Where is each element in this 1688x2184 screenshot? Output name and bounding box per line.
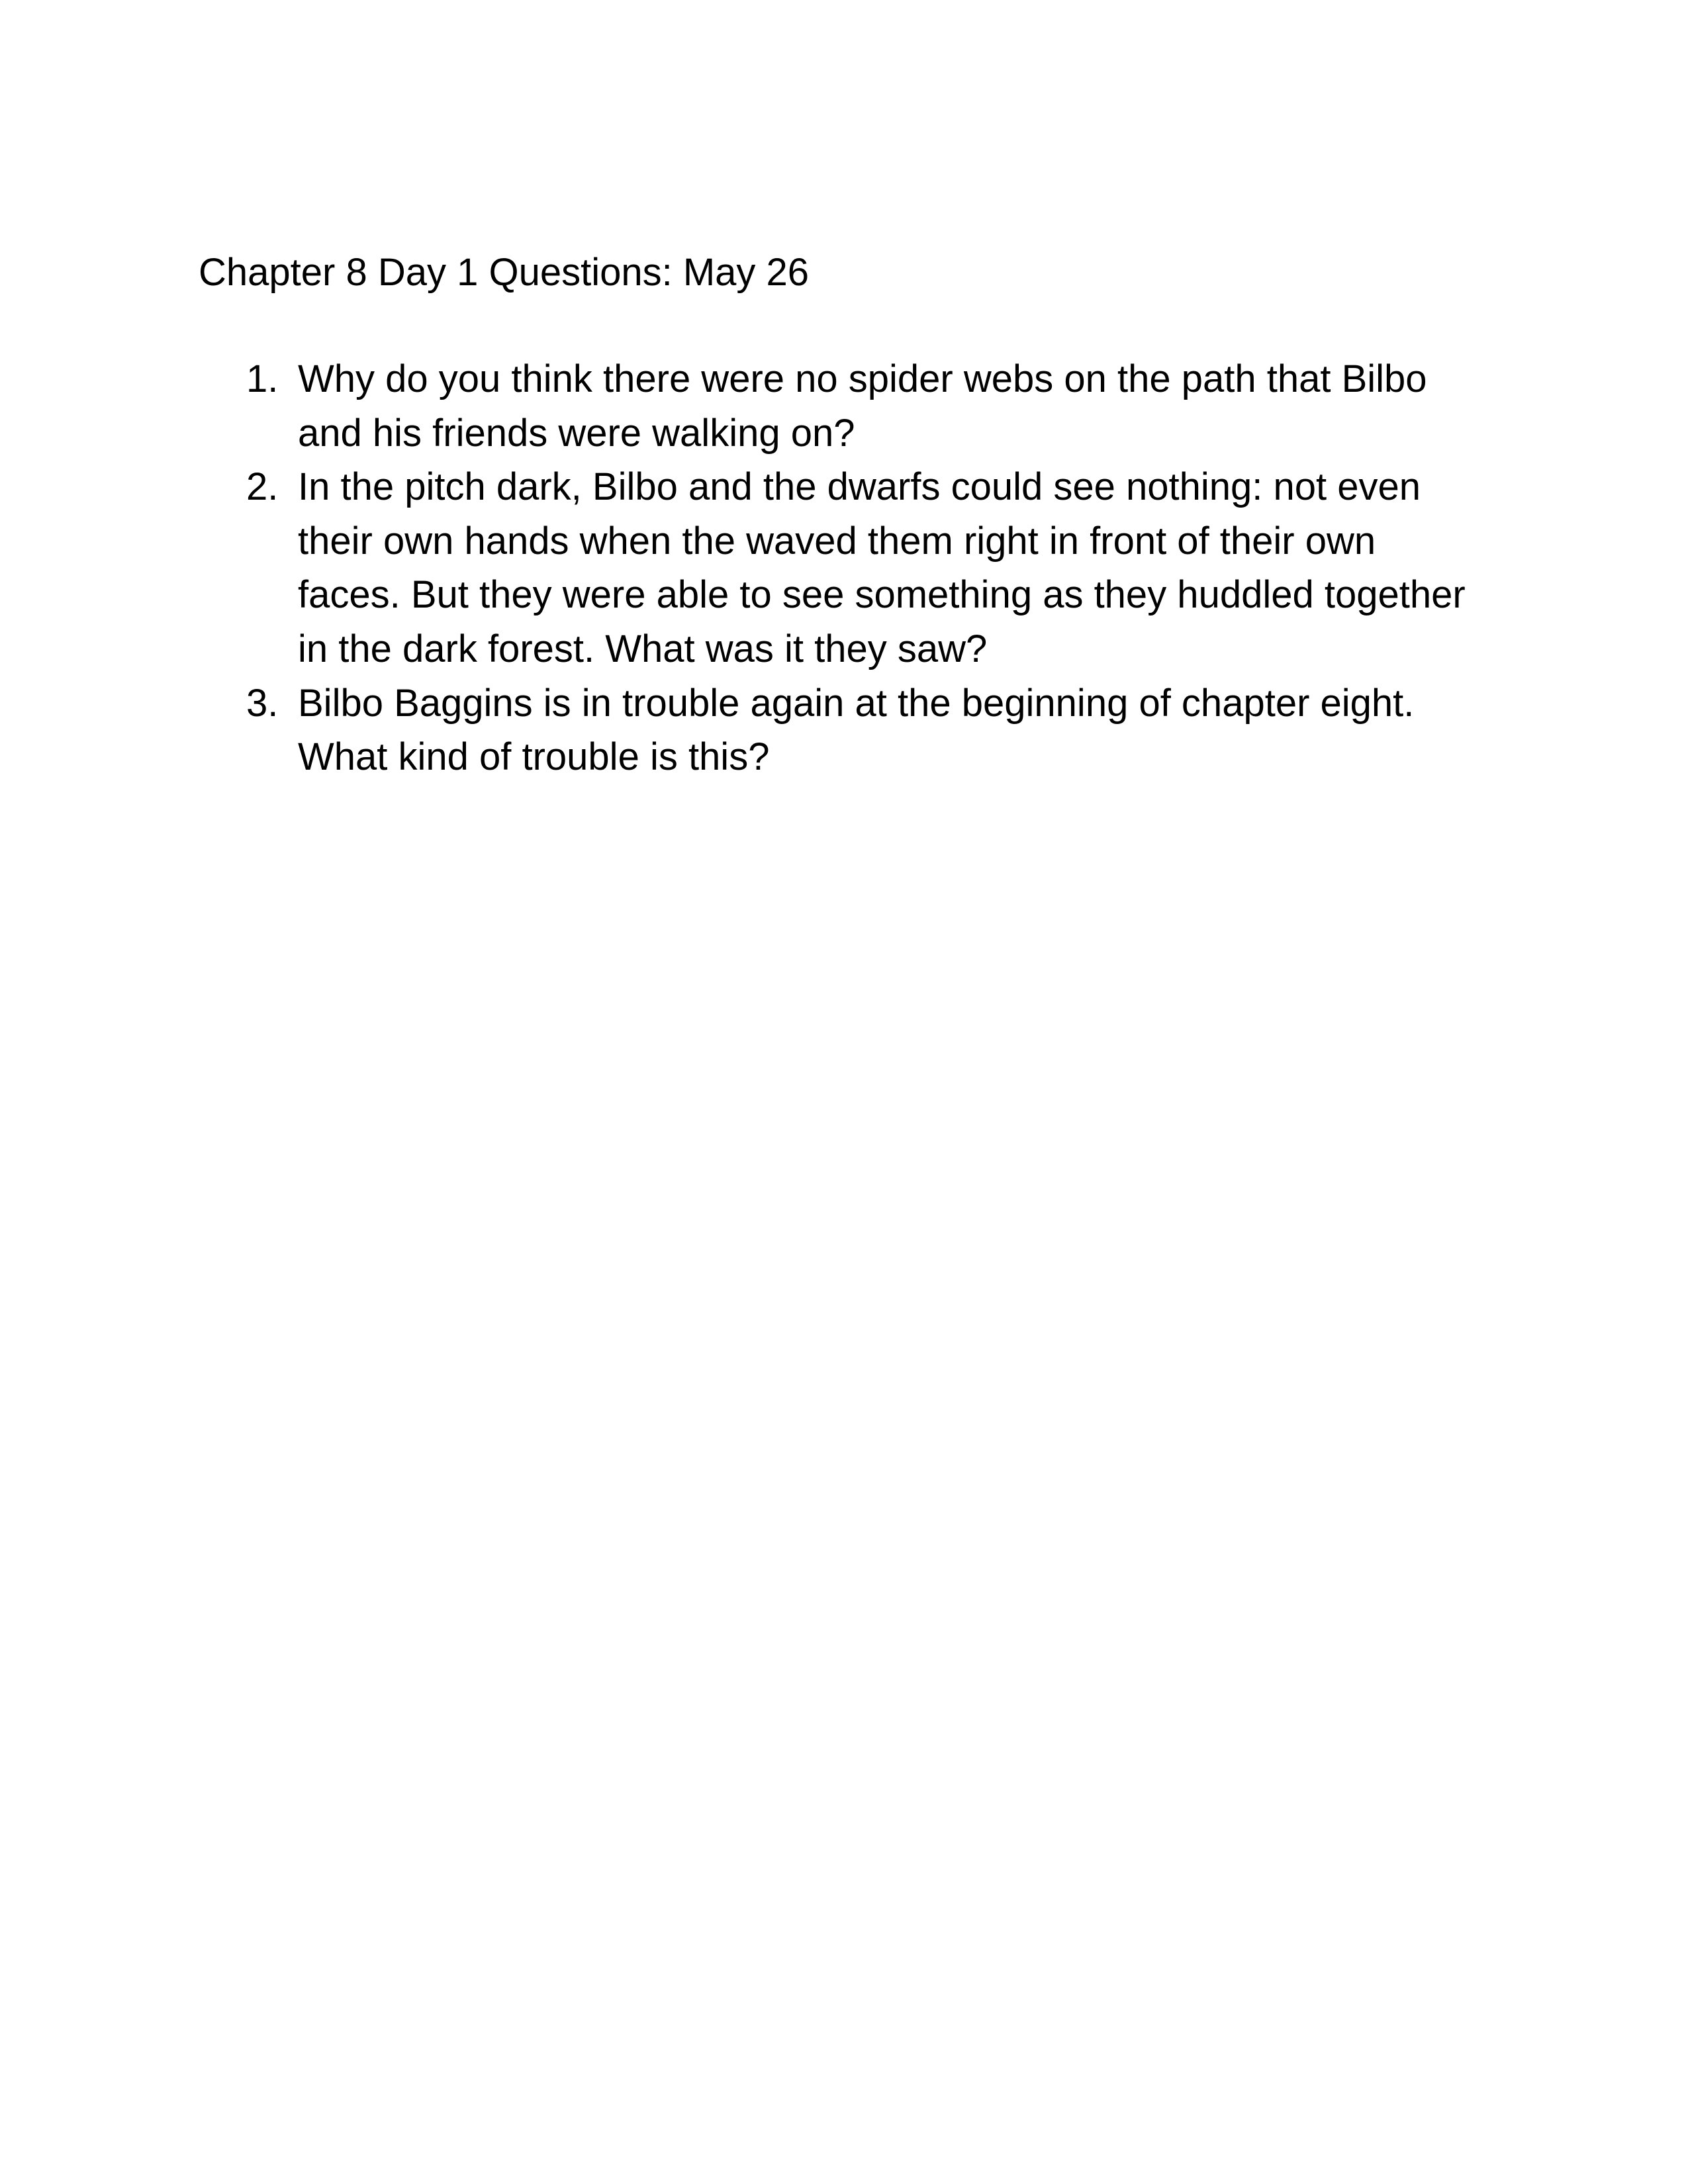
- question-item-1: [199, 352, 1489, 460]
- question-text-line: in the dark forest. What was it they saw?: [298, 627, 988, 670]
- question-text-line: In the pitch dark, Bilbo and the dwarfs could see nothing: not even: [298, 465, 1421, 509]
- question-number: 1.: [246, 357, 279, 400]
- question-text-line: and his friends were walking on?: [298, 411, 855, 455]
- question-number: 3.: [246, 681, 279, 725]
- question-text-line: What kind of trouble is this?: [298, 735, 770, 779]
- question-list: [199, 352, 1489, 784]
- question-text-line: Why do you think there were no spider webs on the path that Bilbo: [298, 357, 1427, 400]
- question-text-line: faces. But they were able to see something as they huddled together: [298, 573, 1466, 617]
- question-text-line: their own hands when the waved them right in front of their own: [298, 519, 1376, 563]
- question-number: 2.: [246, 465, 279, 509]
- question-text-line: Bilbo Baggins is in trouble again at the beginning of chapter eight.: [298, 681, 1415, 725]
- page-title: Chapter 8 Day 1 Questions: May 26: [199, 251, 810, 294]
- question-item-2: [199, 460, 1489, 676]
- question-item-3: [199, 676, 1489, 784]
